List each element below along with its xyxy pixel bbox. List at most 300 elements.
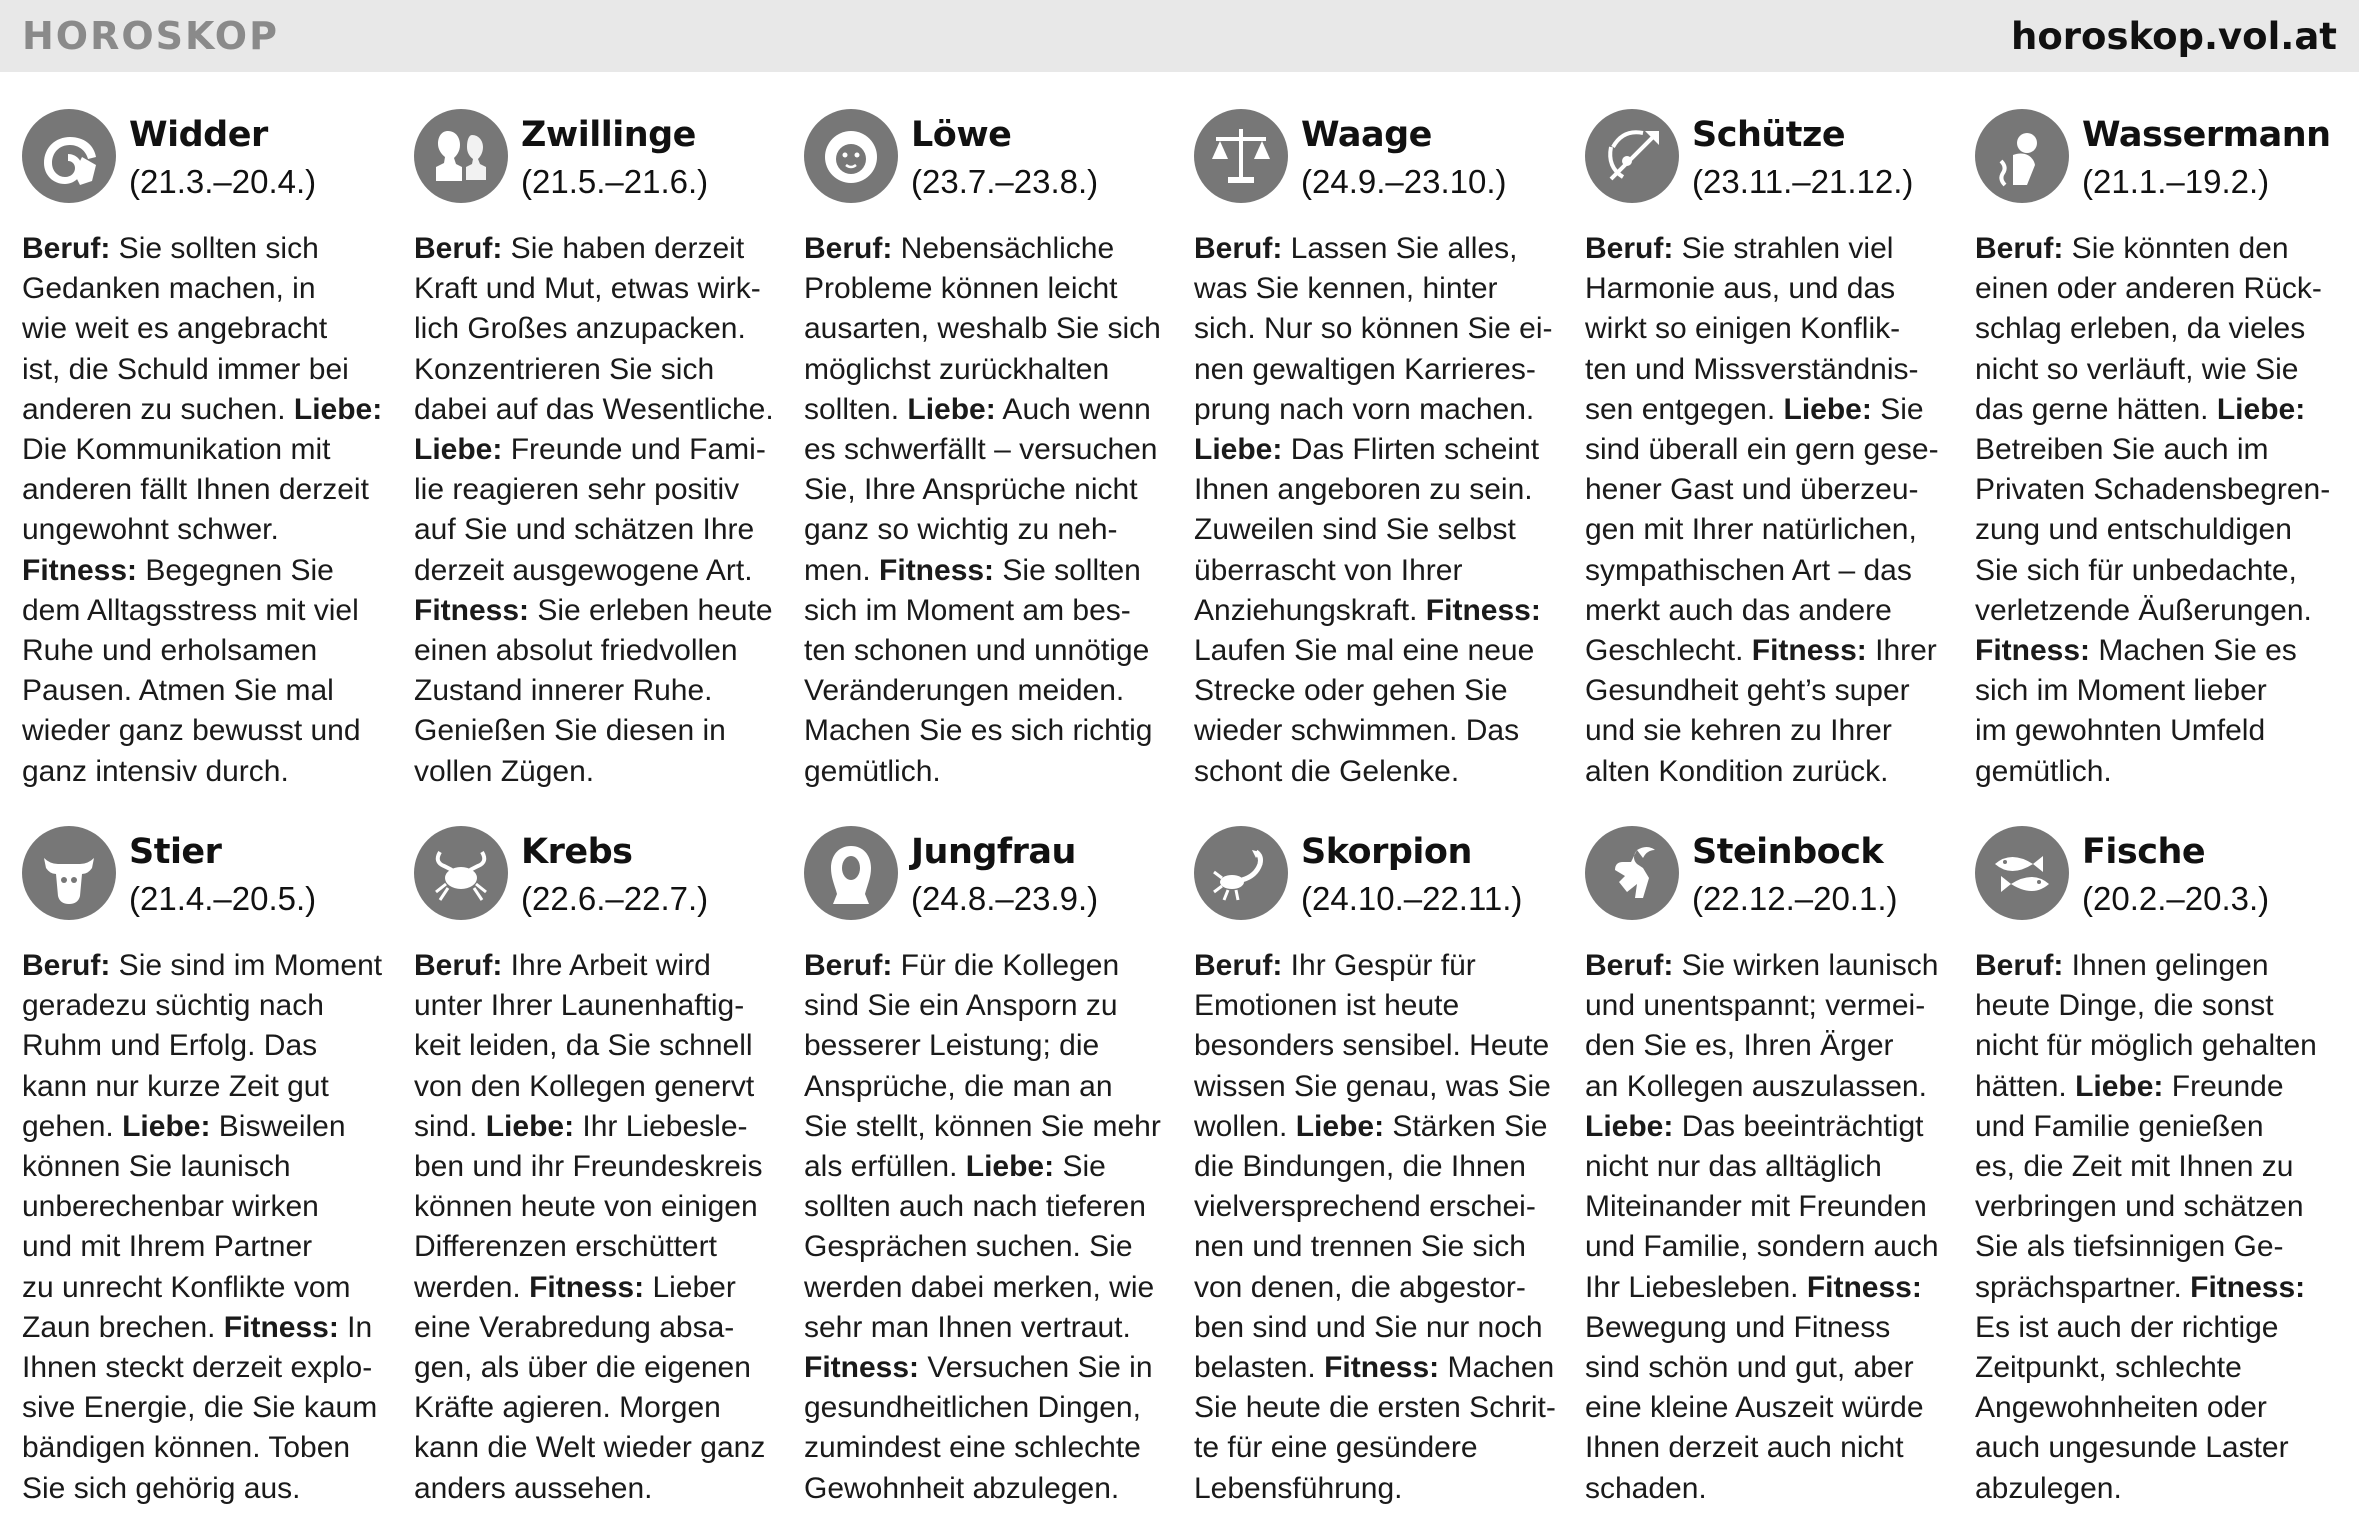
text-line — [1194, 1107, 1566, 1147]
text-line — [1975, 752, 2347, 792]
text-line — [1194, 510, 1566, 550]
sign-card — [22, 107, 394, 792]
text-line — [22, 986, 394, 1026]
text-segment: von denen, die abgestor- — [1194, 1270, 1526, 1304]
text-segment: möglichst zurückhalten — [804, 352, 1110, 386]
text-line — [804, 430, 1176, 470]
text-line — [1585, 1388, 1957, 1428]
section-label: Fitness: — [804, 1351, 920, 1385]
text-segment: Laufen Sie mal eine neue — [1194, 634, 1535, 668]
text-line — [1194, 1428, 1566, 1468]
text-segment: Kraft und Mut, etwas wirk- — [414, 272, 761, 306]
text-line — [1585, 510, 1957, 550]
text-line — [804, 1308, 1176, 1348]
text-segment: Anziehungskraft. — [1194, 593, 1426, 627]
text-segment: lie reagieren sehr positiv — [414, 473, 740, 507]
text-line — [22, 309, 394, 349]
water-bearer-icon — [1975, 109, 2069, 203]
text-segment: Auch wenn — [995, 392, 1151, 426]
text-line — [1585, 711, 1957, 751]
sign-dates: (24.9.–23.10.) — [1301, 163, 1507, 200]
sign-card — [1585, 824, 1957, 1509]
text-line — [22, 510, 394, 550]
text-line — [1585, 1107, 1957, 1147]
text-segment: Sie heute die ersten Schrit- — [1194, 1391, 1556, 1425]
text-line — [1975, 1428, 2347, 1468]
text-segment: Ansprüche, die man an — [804, 1069, 1113, 1103]
text-line — [1975, 591, 2347, 631]
text-line — [414, 1067, 786, 1107]
text-segment: wissen Sie genau, was Sie — [1194, 1069, 1551, 1103]
text-segment: Sie erleben heute — [529, 593, 773, 627]
text-segment: dabei auf das Wesentliche. — [414, 392, 774, 426]
section-label: Beruf: — [1194, 232, 1283, 265]
section-label: Beruf: — [804, 949, 893, 982]
text-segment: kann nur kurze Zeit gut — [22, 1069, 329, 1103]
section-label: Liebe: — [1295, 1109, 1385, 1143]
section-label: Beruf: — [414, 232, 503, 265]
text-segment: Ihre Arbeit wird — [502, 949, 711, 982]
text-segment: ausarten, weshalb Sie sich — [804, 312, 1161, 346]
sign-name: Löwe — [911, 115, 1012, 155]
text-line — [1585, 1428, 1957, 1468]
text-segment: können Sie launisch — [22, 1150, 291, 1184]
text-line — [414, 1227, 786, 1267]
page-title: HOROSKOP — [22, 14, 279, 58]
text-segment: sich. Nur so können Sie ei- — [1194, 312, 1553, 346]
text-line — [1975, 1348, 2347, 1388]
text-line — [1194, 350, 1566, 390]
text-segment: sollten. — [804, 392, 908, 426]
text-line — [1585, 1227, 1957, 1267]
text-line — [1194, 671, 1566, 711]
text-segment: und Familie, sondern auch — [1585, 1230, 1939, 1264]
sign-text — [1585, 229, 1957, 792]
text-line — [414, 430, 786, 470]
section-label: Liebe: — [2075, 1069, 2164, 1103]
text-line — [1585, 1268, 1957, 1308]
text-segment: sind überall ein gern gese- — [1585, 433, 1939, 467]
text-segment: auch ungesunde Laster — [1975, 1431, 2289, 1465]
text-line — [1975, 269, 2347, 309]
text-line — [414, 946, 786, 986]
section-label: Fitness: — [1806, 1270, 1922, 1304]
sign-card — [804, 107, 1176, 792]
text-segment: dem Alltagsstress mit viel — [22, 593, 359, 627]
text-segment: derzeit ausgewogene Art. — [414, 553, 753, 587]
text-segment: alten Kondition zurück. — [1585, 754, 1889, 788]
text-line — [1194, 551, 1566, 591]
text-segment: Gesprächen suchen. Sie — [804, 1230, 1133, 1264]
sign-text — [804, 946, 1176, 1509]
text-segment: geradezu süchtig nach — [22, 989, 324, 1023]
sign-text — [1975, 946, 2347, 1509]
text-segment: und Familie genießen — [1975, 1109, 2264, 1143]
text-line — [1585, 551, 1957, 591]
text-line — [1585, 752, 1957, 792]
text-line — [414, 1268, 786, 1308]
text-line — [804, 1428, 1176, 1468]
text-segment: Differenzen erschüttert — [414, 1230, 717, 1264]
text-line — [22, 229, 394, 269]
fish-icon — [1975, 826, 2069, 920]
text-line — [1975, 1268, 2347, 1308]
text-segment: prung nach vorn machen. — [1194, 392, 1535, 426]
text-line — [22, 752, 394, 792]
sign-dates: (20.2.–20.3.) — [2082, 880, 2270, 917]
text-segment: merkt auch das andere — [1585, 593, 1892, 627]
sign-name: Wassermann — [2082, 115, 2331, 155]
section-label: Beruf: — [22, 949, 111, 982]
text-line — [1585, 1469, 1957, 1509]
sign-name: Skorpion — [1301, 832, 1472, 872]
sign-text — [22, 229, 394, 792]
text-segment: sehr man Ihnen vertraut. — [804, 1310, 1131, 1344]
text-line — [22, 1469, 394, 1509]
section-label: Beruf: — [414, 949, 503, 982]
text-line — [1585, 1308, 1957, 1348]
text-segment: Sie sich für unbedachte, — [1975, 553, 2297, 587]
text-segment: Freunde — [2163, 1069, 2284, 1103]
text-line — [22, 1147, 394, 1187]
text-segment: Sie wirken launisch — [1673, 949, 1939, 982]
text-segment: Machen Sie es — [2090, 634, 2297, 668]
text-line — [414, 551, 786, 591]
sign-dates: (24.8.–23.9.) — [911, 880, 1099, 917]
text-line — [414, 1187, 786, 1227]
text-line — [804, 229, 1176, 269]
text-line — [804, 309, 1176, 349]
section-label: Liebe: — [1194, 433, 1283, 467]
sign-dates: (22.12.–20.1.) — [1692, 880, 1898, 917]
text-segment: Sie sich gehörig aus. — [22, 1471, 301, 1505]
text-segment: Ihnen steckt derzeit explo- — [22, 1351, 373, 1385]
text-segment: Es ist auch der richtige — [1975, 1310, 2279, 1344]
site-url[interactable]: horoskop.vol.at — [2011, 14, 2337, 58]
text-line — [414, 1308, 786, 1348]
text-line — [804, 1469, 1176, 1509]
sign-name: Schütze — [1692, 115, 1846, 155]
text-segment: hätten. — [1975, 1069, 2076, 1103]
text-line — [1585, 1348, 1957, 1388]
section-label: Fitness: — [414, 593, 530, 627]
text-segment: was Sie kennen, hinter — [1194, 272, 1498, 306]
text-segment: Sie könnten den — [2063, 232, 2289, 265]
text-segment: sind Sie ein Ansporn zu — [804, 989, 1118, 1023]
text-line — [804, 711, 1176, 751]
text-segment: ungewohnt schwer. — [22, 513, 279, 547]
sign-header — [414, 107, 786, 211]
text-segment: In — [338, 1310, 373, 1344]
text-line — [22, 1107, 394, 1147]
text-segment: werden dabei merken, wie — [804, 1270, 1155, 1304]
text-line — [804, 1187, 1176, 1227]
text-segment: Freunde und Fami- — [502, 433, 766, 467]
text-line — [1975, 946, 2347, 986]
text-line — [804, 1026, 1176, 1066]
text-segment: lich Großes anzupacken. — [414, 312, 746, 346]
text-segment: schont die Gelenke. — [1194, 754, 1460, 788]
horoscope-grid — [22, 107, 2352, 1527]
text-segment: überrascht von Ihrer — [1194, 553, 1463, 587]
section-label: Fitness: — [529, 1270, 645, 1304]
text-segment: Lassen Sie alles, — [1282, 232, 1518, 265]
text-segment: Begegnen Sie — [137, 553, 334, 587]
text-line — [1975, 711, 2347, 751]
text-segment: Das beeinträchtigt — [1673, 1109, 1924, 1143]
text-line — [804, 390, 1176, 430]
sign-card — [1194, 824, 1566, 1509]
text-segment: schaden. — [1585, 1471, 1707, 1505]
text-line — [1975, 1308, 2347, 1348]
text-segment: sprächspartner. — [1975, 1270, 2191, 1304]
text-segment: ganz intensiv durch. — [22, 754, 289, 788]
text-line — [804, 1227, 1176, 1267]
text-segment: Privaten Schadensbegren- — [1975, 473, 2331, 507]
text-segment: nicht für möglich gehalten — [1975, 1029, 2317, 1063]
section-label: Liebe: — [907, 392, 996, 426]
section-label: Liebe: — [293, 392, 383, 426]
sign-text — [1194, 946, 1566, 1509]
sign-text — [22, 946, 394, 1509]
sign-header — [1194, 107, 1566, 211]
text-segment: eine Verabredung absa- — [414, 1310, 735, 1344]
sign-card — [1194, 107, 1566, 792]
text-segment: anderen fällt Ihnen derzeit — [22, 473, 369, 507]
text-line — [1975, 631, 2347, 671]
text-segment: keit leiden, da Sie schnell — [414, 1029, 753, 1063]
text-line — [1194, 711, 1566, 751]
text-segment: gen, als über die eigenen — [414, 1351, 751, 1385]
text-line — [414, 470, 786, 510]
text-segment: unter Ihrer Launenhaftig- — [414, 989, 745, 1023]
text-segment: sich im Moment lieber — [1975, 674, 2267, 708]
text-line — [22, 1388, 394, 1428]
text-segment: das gerne hätten. — [1975, 392, 2217, 426]
text-segment: Geschlecht. — [1585, 634, 1752, 668]
text-line — [1194, 470, 1566, 510]
text-line — [1975, 1147, 2347, 1187]
text-segment: te für eine gesündere — [1194, 1431, 1478, 1465]
text-line — [1585, 229, 1957, 269]
text-segment: Zustand innerer Ruhe. — [414, 674, 713, 708]
text-segment: bändigen können. Toben — [22, 1431, 351, 1465]
section-label: Beruf: — [1585, 232, 1674, 265]
text-segment: Pausen. Atmen Sie mal — [22, 674, 334, 708]
text-segment: Versuchen Sie in — [919, 1351, 1153, 1385]
text-line — [414, 510, 786, 550]
text-segment: Zeitpunkt, schlechte — [1975, 1351, 2242, 1385]
section-label: Beruf: — [22, 232, 111, 265]
sign-dates: (21.4.–20.5.) — [129, 880, 317, 917]
text-line — [414, 1147, 786, 1187]
text-line — [1975, 229, 2347, 269]
text-line — [1585, 430, 1957, 470]
text-line — [1975, 986, 2347, 1026]
text-segment: von den Kollegen genervt — [414, 1069, 755, 1103]
sign-text — [414, 229, 786, 792]
text-line — [804, 269, 1176, 309]
text-line — [1194, 269, 1566, 309]
text-segment: Gesundheit geht’s super — [1585, 674, 1910, 708]
text-segment: besonders sensibel. Heute — [1194, 1029, 1550, 1063]
text-line — [414, 309, 786, 349]
text-line — [1975, 1388, 2347, 1428]
text-segment: und mit Ihrem Partner — [22, 1230, 313, 1264]
sign-card — [1585, 107, 1957, 792]
text-line — [804, 631, 1176, 671]
sign-header — [1975, 107, 2347, 211]
text-line — [22, 711, 394, 751]
text-segment: Probleme können leicht — [804, 272, 1118, 306]
sign-text — [1975, 229, 2347, 792]
text-line — [22, 430, 394, 470]
text-line — [1585, 1187, 1957, 1227]
text-segment: nen gewaltigen Karrieres- — [1194, 352, 1536, 386]
text-segment: gehen. — [22, 1109, 123, 1143]
text-segment: sive Energie, die Sie kaum — [22, 1391, 378, 1425]
text-line — [22, 591, 394, 631]
text-line — [1585, 1026, 1957, 1066]
text-segment: unberechenbar wirken — [22, 1190, 319, 1224]
text-segment: Sie sollten sich — [110, 232, 319, 265]
text-segment: verbringen und schätzen — [1975, 1190, 2304, 1224]
text-segment: vollen Zügen. — [414, 754, 595, 788]
section-label: Liebe: — [1585, 1109, 1674, 1143]
section-label: Liebe: — [965, 1150, 1055, 1184]
sign-name: Krebs — [521, 832, 633, 872]
text-segment: Sie strahlen viel — [1673, 232, 1894, 265]
text-line — [1194, 986, 1566, 1026]
text-segment: heute Dinge, die sonst — [1975, 989, 2274, 1023]
text-line — [414, 1026, 786, 1066]
text-segment: Genießen Sie diesen in — [414, 714, 726, 748]
text-line — [414, 1388, 786, 1428]
text-line — [1585, 591, 1957, 631]
sign-header — [1975, 824, 2347, 928]
text-line — [804, 510, 1176, 550]
sign-header — [804, 824, 1176, 928]
text-line — [1194, 430, 1566, 470]
text-line — [804, 671, 1176, 711]
text-segment: es, die Zeit mit Ihnen zu — [1975, 1150, 2294, 1184]
text-segment: nen und trennen Sie sich — [1194, 1230, 1526, 1264]
section-label: Liebe: — [414, 433, 503, 467]
sign-name: Zwillinge — [521, 115, 696, 155]
sign-text — [804, 229, 1176, 792]
text-segment: wollen. — [1194, 1109, 1296, 1143]
text-line — [1975, 350, 2347, 390]
text-segment: Betreiben Sie auch im — [1975, 433, 2269, 467]
sign-text — [1585, 946, 1957, 1509]
virgin-icon — [804, 826, 898, 920]
text-line — [1585, 1147, 1957, 1187]
text-line — [414, 1348, 786, 1388]
section-label: Beruf: — [1975, 949, 2064, 982]
text-segment: zung und entschuldigen — [1975, 513, 2292, 547]
text-segment: einen absolut friedvollen — [414, 634, 738, 668]
section-label: Fitness: — [1751, 634, 1867, 668]
text-line — [1194, 591, 1566, 631]
text-segment: eine kleine Auszeit würde — [1585, 1391, 1924, 1425]
text-segment: Konzentrieren Sie sich — [414, 352, 715, 386]
sign-card — [414, 824, 786, 1509]
text-segment: Gewohnheit abzulegen. — [804, 1471, 1120, 1505]
sign-card — [804, 824, 1176, 1509]
text-line — [1585, 1067, 1957, 1107]
section-label: Fitness: — [1324, 1351, 1440, 1385]
text-line — [1194, 1026, 1566, 1066]
ram-icon — [22, 109, 116, 203]
text-segment: als erfüllen. — [804, 1150, 966, 1184]
text-segment: wie weit es angebracht — [22, 312, 328, 346]
section-label: Liebe: — [2216, 392, 2306, 426]
sign-card — [1975, 107, 2347, 792]
text-line — [1975, 551, 2347, 591]
text-segment: wirkt so einigen Konflik- — [1585, 312, 1901, 346]
text-segment: besserer Leistung; die — [804, 1029, 1100, 1063]
sign-dates: (24.10.–22.11.) — [1301, 880, 1523, 917]
text-segment: Zaun brechen. — [22, 1310, 224, 1344]
text-segment: und sie kehren zu Ihrer — [1585, 714, 1892, 748]
sign-dates: (21.1.–19.2.) — [2082, 163, 2270, 200]
text-line — [22, 1308, 394, 1348]
text-segment: Das Flirten scheint — [1282, 433, 1540, 467]
text-line — [1194, 946, 1566, 986]
section-label: Liebe: — [1783, 392, 1872, 426]
text-segment: auf Sie und schätzen Ihre — [414, 513, 755, 547]
text-line — [1194, 1187, 1566, 1227]
sign-dates: (21.5.–21.6.) — [521, 163, 709, 200]
text-segment: Ihnen derzeit auch nicht — [1585, 1431, 1904, 1465]
text-segment: Kräfte agieren. Morgen — [414, 1391, 721, 1425]
text-segment: Sie — [1871, 392, 1924, 426]
text-segment: nicht so verläuft, wie Sie — [1975, 352, 2299, 386]
sign-header — [1585, 824, 1957, 928]
text-segment: Strecke oder gehen Sie — [1194, 674, 1508, 708]
text-line — [804, 591, 1176, 631]
text-segment: Emotionen ist heute — [1194, 989, 1460, 1023]
text-segment: wieder schwimmen. Das — [1194, 714, 1520, 748]
text-line — [804, 551, 1176, 591]
text-segment: wieder ganz bewusst und — [22, 714, 361, 748]
crab-icon — [414, 826, 508, 920]
section-label: Beruf: — [804, 232, 893, 265]
sign-card — [22, 824, 394, 1509]
text-segment: Bewegung und Fitness — [1585, 1310, 1891, 1344]
text-segment: gen mit Ihrer natürlichen, — [1585, 513, 1917, 547]
text-segment: Ihr Liebesle- — [574, 1109, 748, 1143]
text-line — [1975, 1227, 2347, 1267]
text-line — [22, 1268, 394, 1308]
section-label: Beruf: — [1194, 949, 1283, 982]
text-segment: Ihnen gelingen — [2063, 949, 2269, 982]
text-line — [804, 752, 1176, 792]
text-line — [22, 269, 394, 309]
text-line — [414, 631, 786, 671]
section-label: Fitness: — [879, 553, 995, 587]
text-line — [804, 1268, 1176, 1308]
text-line — [22, 1026, 394, 1066]
text-line — [414, 591, 786, 631]
text-segment: ten schonen und unnötige — [804, 634, 1150, 668]
text-segment: Sie, Ihre Ansprüche nicht — [804, 473, 1138, 507]
text-segment: zumindest eine schlechte — [804, 1431, 1141, 1465]
text-segment: sen entgegen. — [1585, 392, 1784, 426]
text-segment: und unentspannt; vermei- — [1585, 989, 1926, 1023]
text-segment: Die Kommunikation mit — [22, 433, 331, 467]
text-line — [1975, 1469, 2347, 1509]
